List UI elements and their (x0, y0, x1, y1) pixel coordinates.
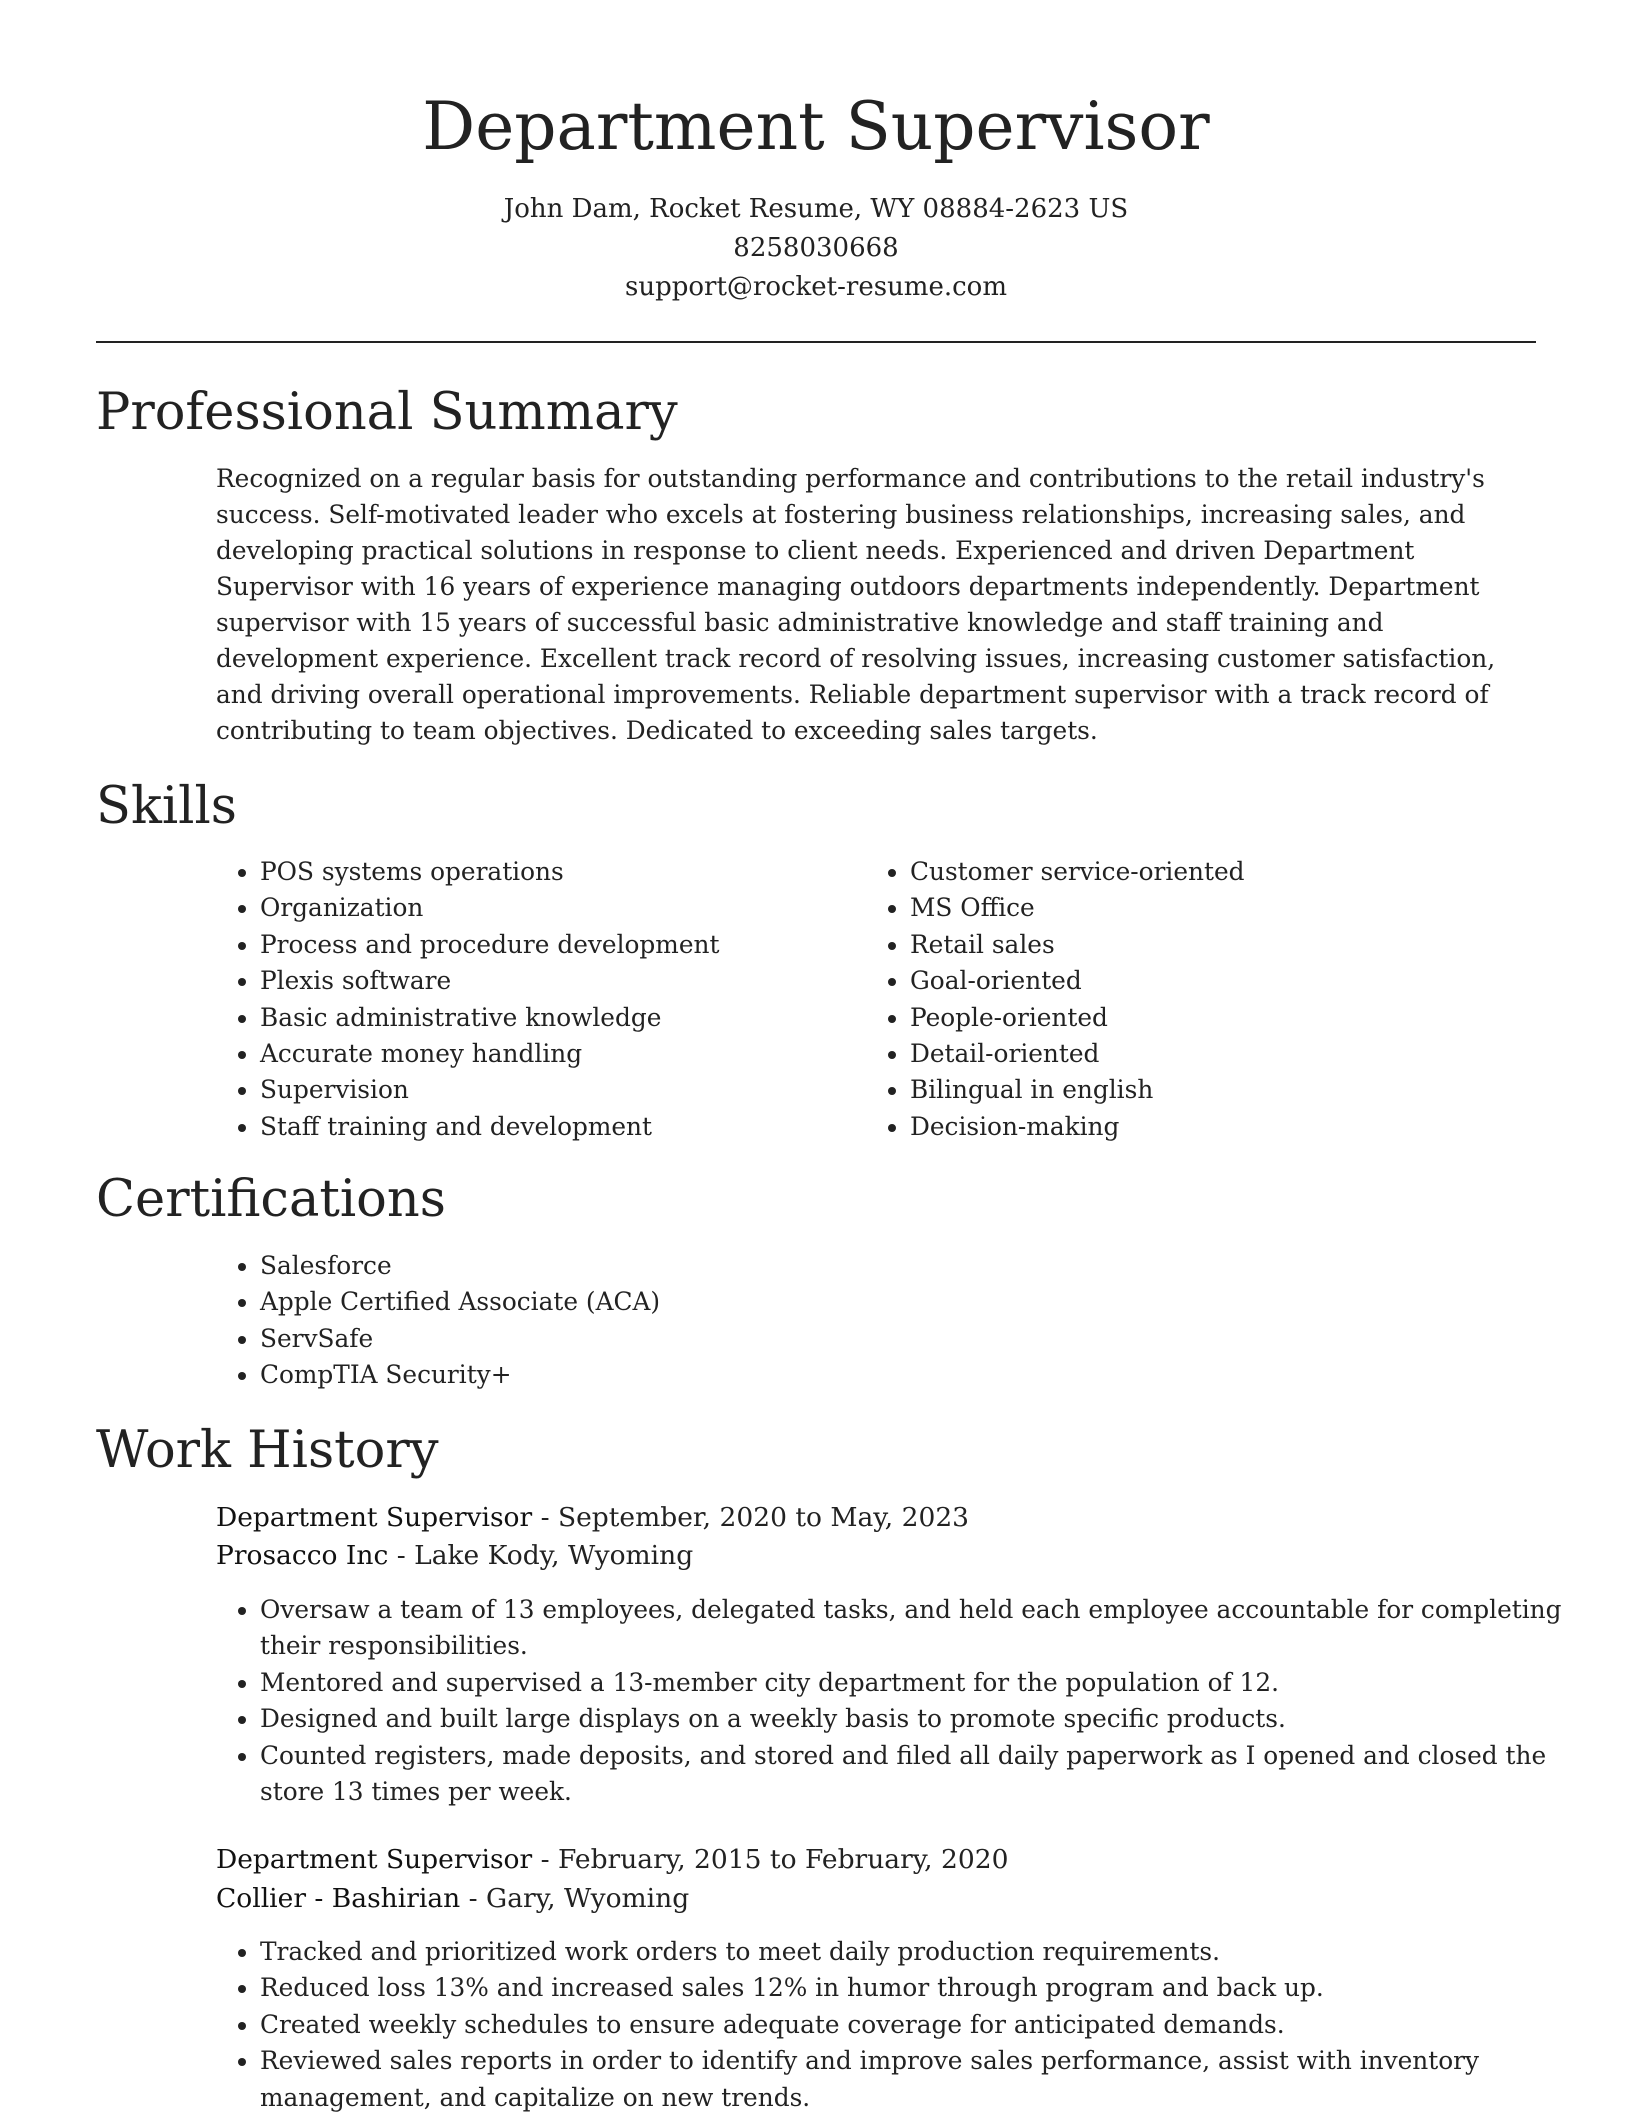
job-bullet: • Created weekly schedules to ensure adequate coverage for anticipated demands. (260, 2007, 1580, 2043)
skill-item: • Customer service-oriented (910, 854, 1530, 890)
job-location: - Gary, Wyoming (460, 1883, 690, 1914)
skill-item: • Basic administrative knowledge (260, 1000, 860, 1036)
skill-item: • Goal-oriented (910, 963, 1530, 999)
job-company-line (216, 1536, 693, 1575)
contact-address: John Dam, Rocket Resume, WY 08884-2623 US (503, 194, 1129, 224)
skill-item: • Plexis software (260, 963, 860, 999)
job-location: - Lake Kody, Wyoming (388, 1540, 694, 1571)
summary-heading: Professional Summary (96, 383, 678, 442)
job-bullet: • Tracked and prioritized work orders to meet daily production requirements. (260, 1934, 1580, 1970)
skill-item: • Organization (260, 890, 860, 926)
skill-item: • Staff training and development (260, 1109, 860, 1145)
skill-item: • Retail sales (910, 927, 1530, 963)
skills-list-right (866, 854, 1530, 1145)
work-history-heading: Work History (96, 1421, 439, 1480)
header-divider (96, 341, 1536, 343)
job-company-line (216, 1879, 689, 1918)
contact-phone: 8258030668 (733, 233, 899, 263)
job-title-line (216, 1840, 1008, 1879)
contact-block (0, 190, 1632, 307)
skill-item: • People-oriented (910, 1000, 1530, 1036)
job-bullets (216, 1934, 1580, 2112)
job-title: Department Supervisor (216, 1502, 533, 1533)
skill-item: • MS Office (910, 890, 1530, 926)
certification-item: • Salesforce (260, 1248, 1060, 1284)
skills-heading: Skills (96, 777, 237, 836)
job-title-line (216, 1498, 969, 1537)
job-bullet: • Mentored and supervised a 13-member city department for the population of 12. (260, 1665, 1580, 1701)
resume-title: Department Supervisor (422, 88, 1210, 165)
skill-item: • Decision-making (910, 1109, 1530, 1145)
certification-item: • Apple Certified Associate (ACA) (260, 1284, 1060, 1320)
skill-item: • Process and procedure development (260, 927, 860, 963)
job-bullet: • Counted registers, made deposits, and stored and filed all daily paperwork as I opened and closed the store 13 times per week. (260, 1738, 1580, 1811)
skills-list-left (216, 854, 860, 1145)
certification-item: • ServSafe (260, 1321, 1060, 1357)
summary-text: Recognized on a regular basis for outstanding performance and contributions to the retail industry's success. Self-motivated leader who excels at fostering business relationships, increasing sales, and developing practical solutions in response to client needs. Experienced and driven Department Supervisor with 16 years of experience managing outdoors departments independently. Department supervisor with 15 years of successful basic administrative knowledge and staff training and development experience. Excellent track record of resolving issues, increasing customer satisfaction, and driving overall operational improvements. Reliable department supervisor with a track record of contributing to team objectives. Dedicated to exceeding sales targets. (216, 464, 1496, 745)
job-dates: - February, 2015 to February, 2020 (532, 1844, 1009, 1875)
skill-item: • POS systems operations (260, 854, 860, 890)
certification-item: • CompTIA Security+ (260, 1357, 1060, 1393)
job-title: Department Supervisor (216, 1844, 533, 1875)
job-bullet: • Reviewed sales reports in order to identify and improve sales performance, assist with inventory management, and capitalize on new trends. (260, 2043, 1580, 2112)
job-company: Prosacco Inc (216, 1540, 389, 1571)
certifications-heading: Certifications (96, 1170, 446, 1229)
job-bullets (216, 1592, 1580, 1810)
job-bullet: • Designed and built large displays on a weekly basis to promote specific products. (260, 1701, 1580, 1737)
job-bullet: • Oversaw a team of 13 employees, delegated tasks, and held each employee accountable for completing their responsibilities. (260, 1592, 1580, 1665)
job-dates: - September, 2020 to May, 2023 (532, 1502, 970, 1533)
skill-item: • Supervision (260, 1072, 860, 1108)
skill-item: • Bilingual in english (910, 1072, 1530, 1108)
certifications-list (216, 1248, 1060, 1394)
skill-item: • Accurate money handling (260, 1036, 860, 1072)
job-company: Collier - Bashirian (216, 1883, 461, 1914)
job-bullet: • Reduced loss 13% and increased sales 12% in humor through program and back up. (260, 1970, 1580, 2006)
contact-email: support@rocket-resume.com (624, 272, 1007, 302)
skill-item: • Detail-oriented (910, 1036, 1530, 1072)
